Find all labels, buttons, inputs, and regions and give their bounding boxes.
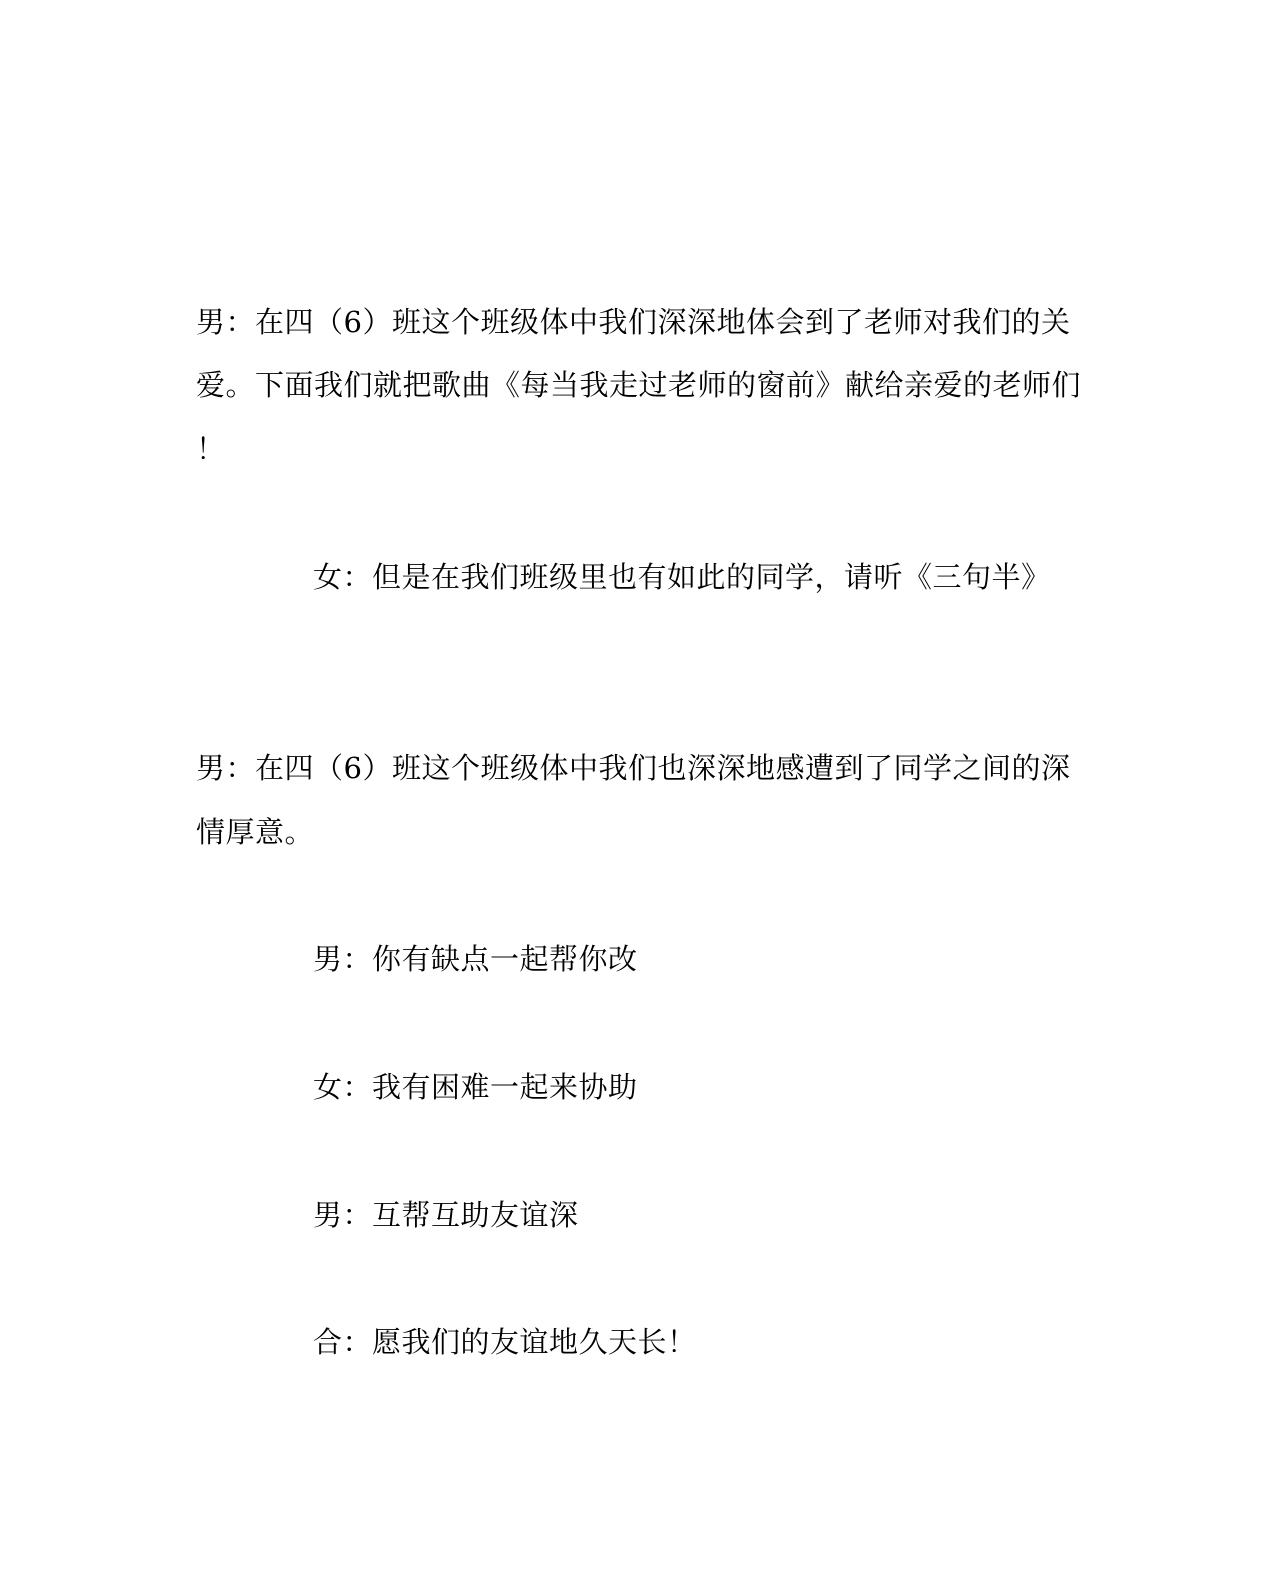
paragraph-5-line-1: 女：我有困难一起来协助 (313, 1070, 638, 1104)
paragraph-3-line-2: 情厚意。 (196, 815, 315, 849)
paragraph-1-line-1: 男：在四（6）班这个班级体中我们深深地体会到了老师对我们的关 (196, 305, 1071, 339)
paragraph-1-line-3: ！ (196, 432, 226, 466)
paragraph-2-line-1: 女：但是在我们班级里也有如此的同学，请听《三句半》 (313, 560, 1051, 594)
paragraph-7-line-1: 合：愿我们的友谊地久天长！ (313, 1325, 697, 1359)
paragraph-3-line-1: 男：在四（6）班这个班级体中我们也深深地感遭到了同学之间的深 (196, 751, 1071, 785)
paragraph-6-line-1: 男：互帮互助友谊深 (313, 1198, 579, 1232)
paragraph-4-line-1: 男：你有缺点一起帮你改 (313, 942, 638, 976)
paragraph-1-line-2: 爱。下面我们就把歌曲《每当我走过老师的窗前》献给亲爱的老师们 (196, 368, 1082, 402)
